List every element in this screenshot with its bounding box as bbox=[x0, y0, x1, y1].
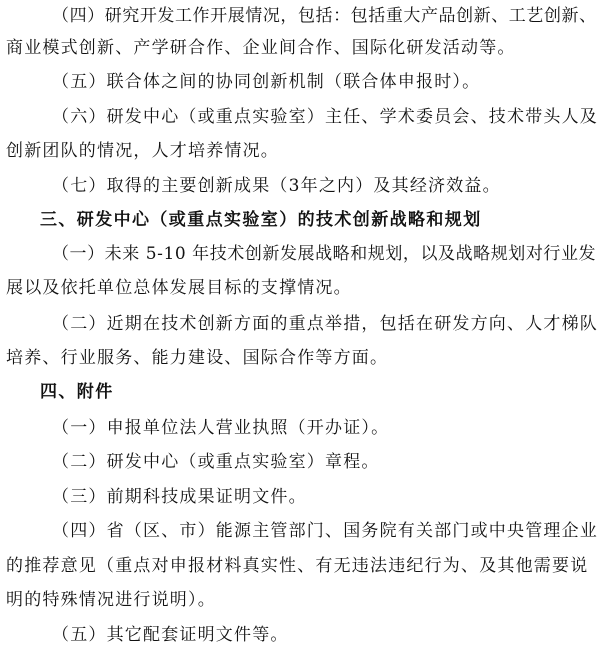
paragraph-line: （七）取得的主要创新成果（3年之内）及其经济效益。 bbox=[52, 176, 501, 196]
paragraph-line: （五）联合体之间的协同创新机制（联合体申报时）。 bbox=[52, 72, 481, 92]
paragraph-line: （一）未来 5-10 年技术创新发展战略和规划，以及战略规划对行业发 bbox=[52, 244, 597, 264]
paragraph-line: 的推荐意见（重点对申报材料真实性、有无违法违纪行为、及其他需要说 bbox=[6, 556, 589, 576]
paragraph-line: （六）研发中心（或重点实验室）主任、学术委员会、技术带头人及 bbox=[52, 107, 598, 127]
paragraph-line: 培养、行业服务、能力建设、国际合作等方面。 bbox=[6, 348, 389, 368]
paragraph-line: （四）省（区、市）能源主管部门、国务院有关部门或中央管理企业 bbox=[52, 521, 598, 541]
paragraph-line: （五）其它配套证明文件等。 bbox=[52, 625, 289, 645]
paragraph-line: 明的特殊情况进行说明）。 bbox=[6, 590, 216, 610]
paragraph-line: （二）近期在技术创新方面的重点举措，包括在研发方向、人才梯队 bbox=[52, 314, 598, 334]
paragraph-line: （三）前期科技成果证明文件。 bbox=[52, 487, 307, 507]
paragraph-line: （一）申报单位法人营业执照（开办证）。 bbox=[52, 418, 390, 438]
paragraph-line: 商业模式创新、产学研合作、企业间合作、国际化研发活动等。 bbox=[6, 38, 516, 58]
paragraph-line: 创新团队的情况，人才培养情况。 bbox=[6, 141, 279, 161]
section-heading: 三、研发中心（或重点实验室）的技术创新战略和规划 bbox=[40, 210, 482, 230]
section-heading: 四、附件 bbox=[40, 382, 114, 402]
paragraph-line: （四）研究开发工作开展情况，包括：包括重大产品创新、工艺创新、 bbox=[52, 6, 597, 26]
paragraph-line: 展以及依托单位总体发展目标的支撑情况。 bbox=[6, 278, 352, 298]
paragraph-line: （二）研发中心（或重点实验室）章程。 bbox=[52, 452, 380, 472]
